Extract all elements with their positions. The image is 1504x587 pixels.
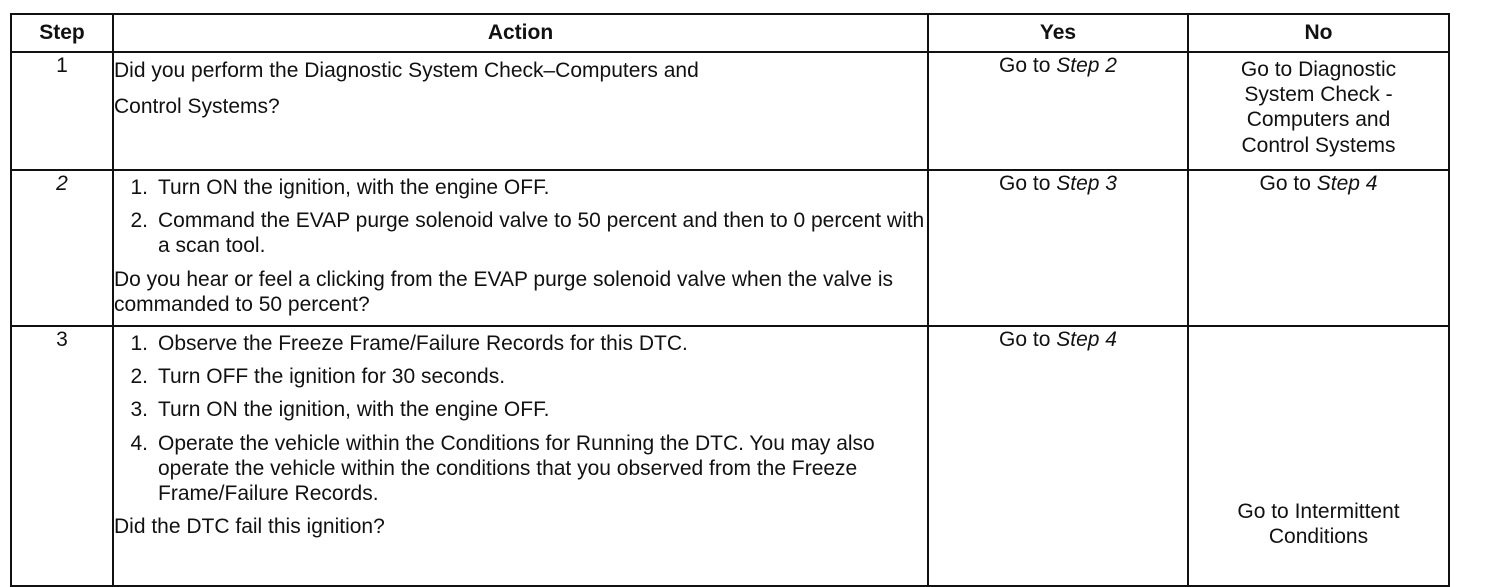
list-item-text: Turn ON the ignition, with the engine OFF. [158,398,550,422]
goto-ref-line-1: Intermittent [1294,499,1400,523]
no-goto [1260,172,1378,195]
list-item-text: Operate the vehicle within the Conditions for Running the DTC. You may also operate the vehicle within the conditions that you observed from the Freeze Frame/Failure Records. [158,431,875,505]
header-action: Action [113,14,928,52]
yes-cell [928,52,1188,170]
list-item-text: Observe the Freeze Frame/Failure Records for this DTC. [158,332,688,355]
no-goto [1237,499,1399,549]
goto-ref-line-3: Computers and [1246,108,1391,132]
yes-goto [999,54,1117,77]
step-number-text: 1 [56,54,68,77]
goto-prefix: Go to [999,172,1057,195]
header-yes: Yes [928,14,1188,52]
table-row [11,52,1449,170]
yes-cell [928,170,1188,326]
list-item [114,208,927,258]
question-text: Do you hear or feel a clicking from the EVAP purge solenoid valve when the valve is commanded to 50 percent? [114,267,893,316]
table-row [11,170,1449,326]
question-line-2: Control Systems? [114,95,280,118]
list-item-number: 2. [130,209,148,233]
list-item-number: 3. [130,398,148,422]
goto-prefix: Go to [1237,499,1295,523]
list-item [114,175,927,200]
header-row [11,14,1449,52]
question-line-1: Did you perform the Diagnostic System Check–Computers and [114,59,699,82]
instruction-list [114,331,927,506]
step-number [11,170,113,326]
diagnostic-table [10,13,1450,587]
yes-goto [999,328,1117,351]
goto-step-ref: Step 4 [1316,172,1378,195]
no-cell [1188,52,1449,170]
question-text [114,53,927,125]
goto-prefix: Go to [999,54,1057,77]
header-no: No [1188,14,1449,52]
list-item [114,364,927,389]
yes-cell [928,326,1188,586]
question-text: Did the DTC fail this ignition? [114,515,385,539]
list-item-text: Turn OFF the ignition for 30 seconds. [158,365,506,389]
table-row [11,326,1449,586]
list-item [114,431,927,507]
list-item [114,397,927,422]
goto-step-ref: Step 3 [1056,172,1117,195]
goto-ref-line-4: Control Systems [1241,133,1396,157]
step-number-text: 3 [56,328,68,351]
action-cell [113,170,928,326]
header-step: Step [11,14,113,52]
goto-ref-line-2: Conditions [1268,524,1369,548]
action-cell [113,326,928,586]
goto-step-ref: Step 4 [1056,328,1117,351]
goto-prefix: Go to [1240,58,1299,81]
step-number [11,326,113,586]
goto-prefix: Go to [1259,172,1317,195]
list-item-number: 2. [130,365,148,389]
no-cell [1188,326,1449,586]
step-number [11,52,113,170]
goto-ref-line-1: Diagnostic [1298,58,1397,81]
list-item-number: 4. [130,431,148,455]
goto-step-ref: Step 2 [1056,54,1117,77]
no-goto [1241,57,1396,158]
yes-goto [999,172,1117,195]
goto-ref-line-2: System Check - [1244,83,1393,107]
step-number-text: 2 [56,172,68,195]
action-cell [113,52,928,170]
list-item-text: Turn ON the ignition, with the engine OFF. [158,176,550,199]
list-item-text: Command the EVAP purge solenoid valve to 50 percent and then to 0 percent with a scan tool. [158,209,925,258]
list-item [114,331,927,356]
instruction-list [114,175,927,259]
list-item-number: 1. [130,332,148,355]
list-item-number: 1. [130,176,148,199]
no-cell [1188,170,1449,326]
goto-prefix: Go to [999,328,1057,351]
